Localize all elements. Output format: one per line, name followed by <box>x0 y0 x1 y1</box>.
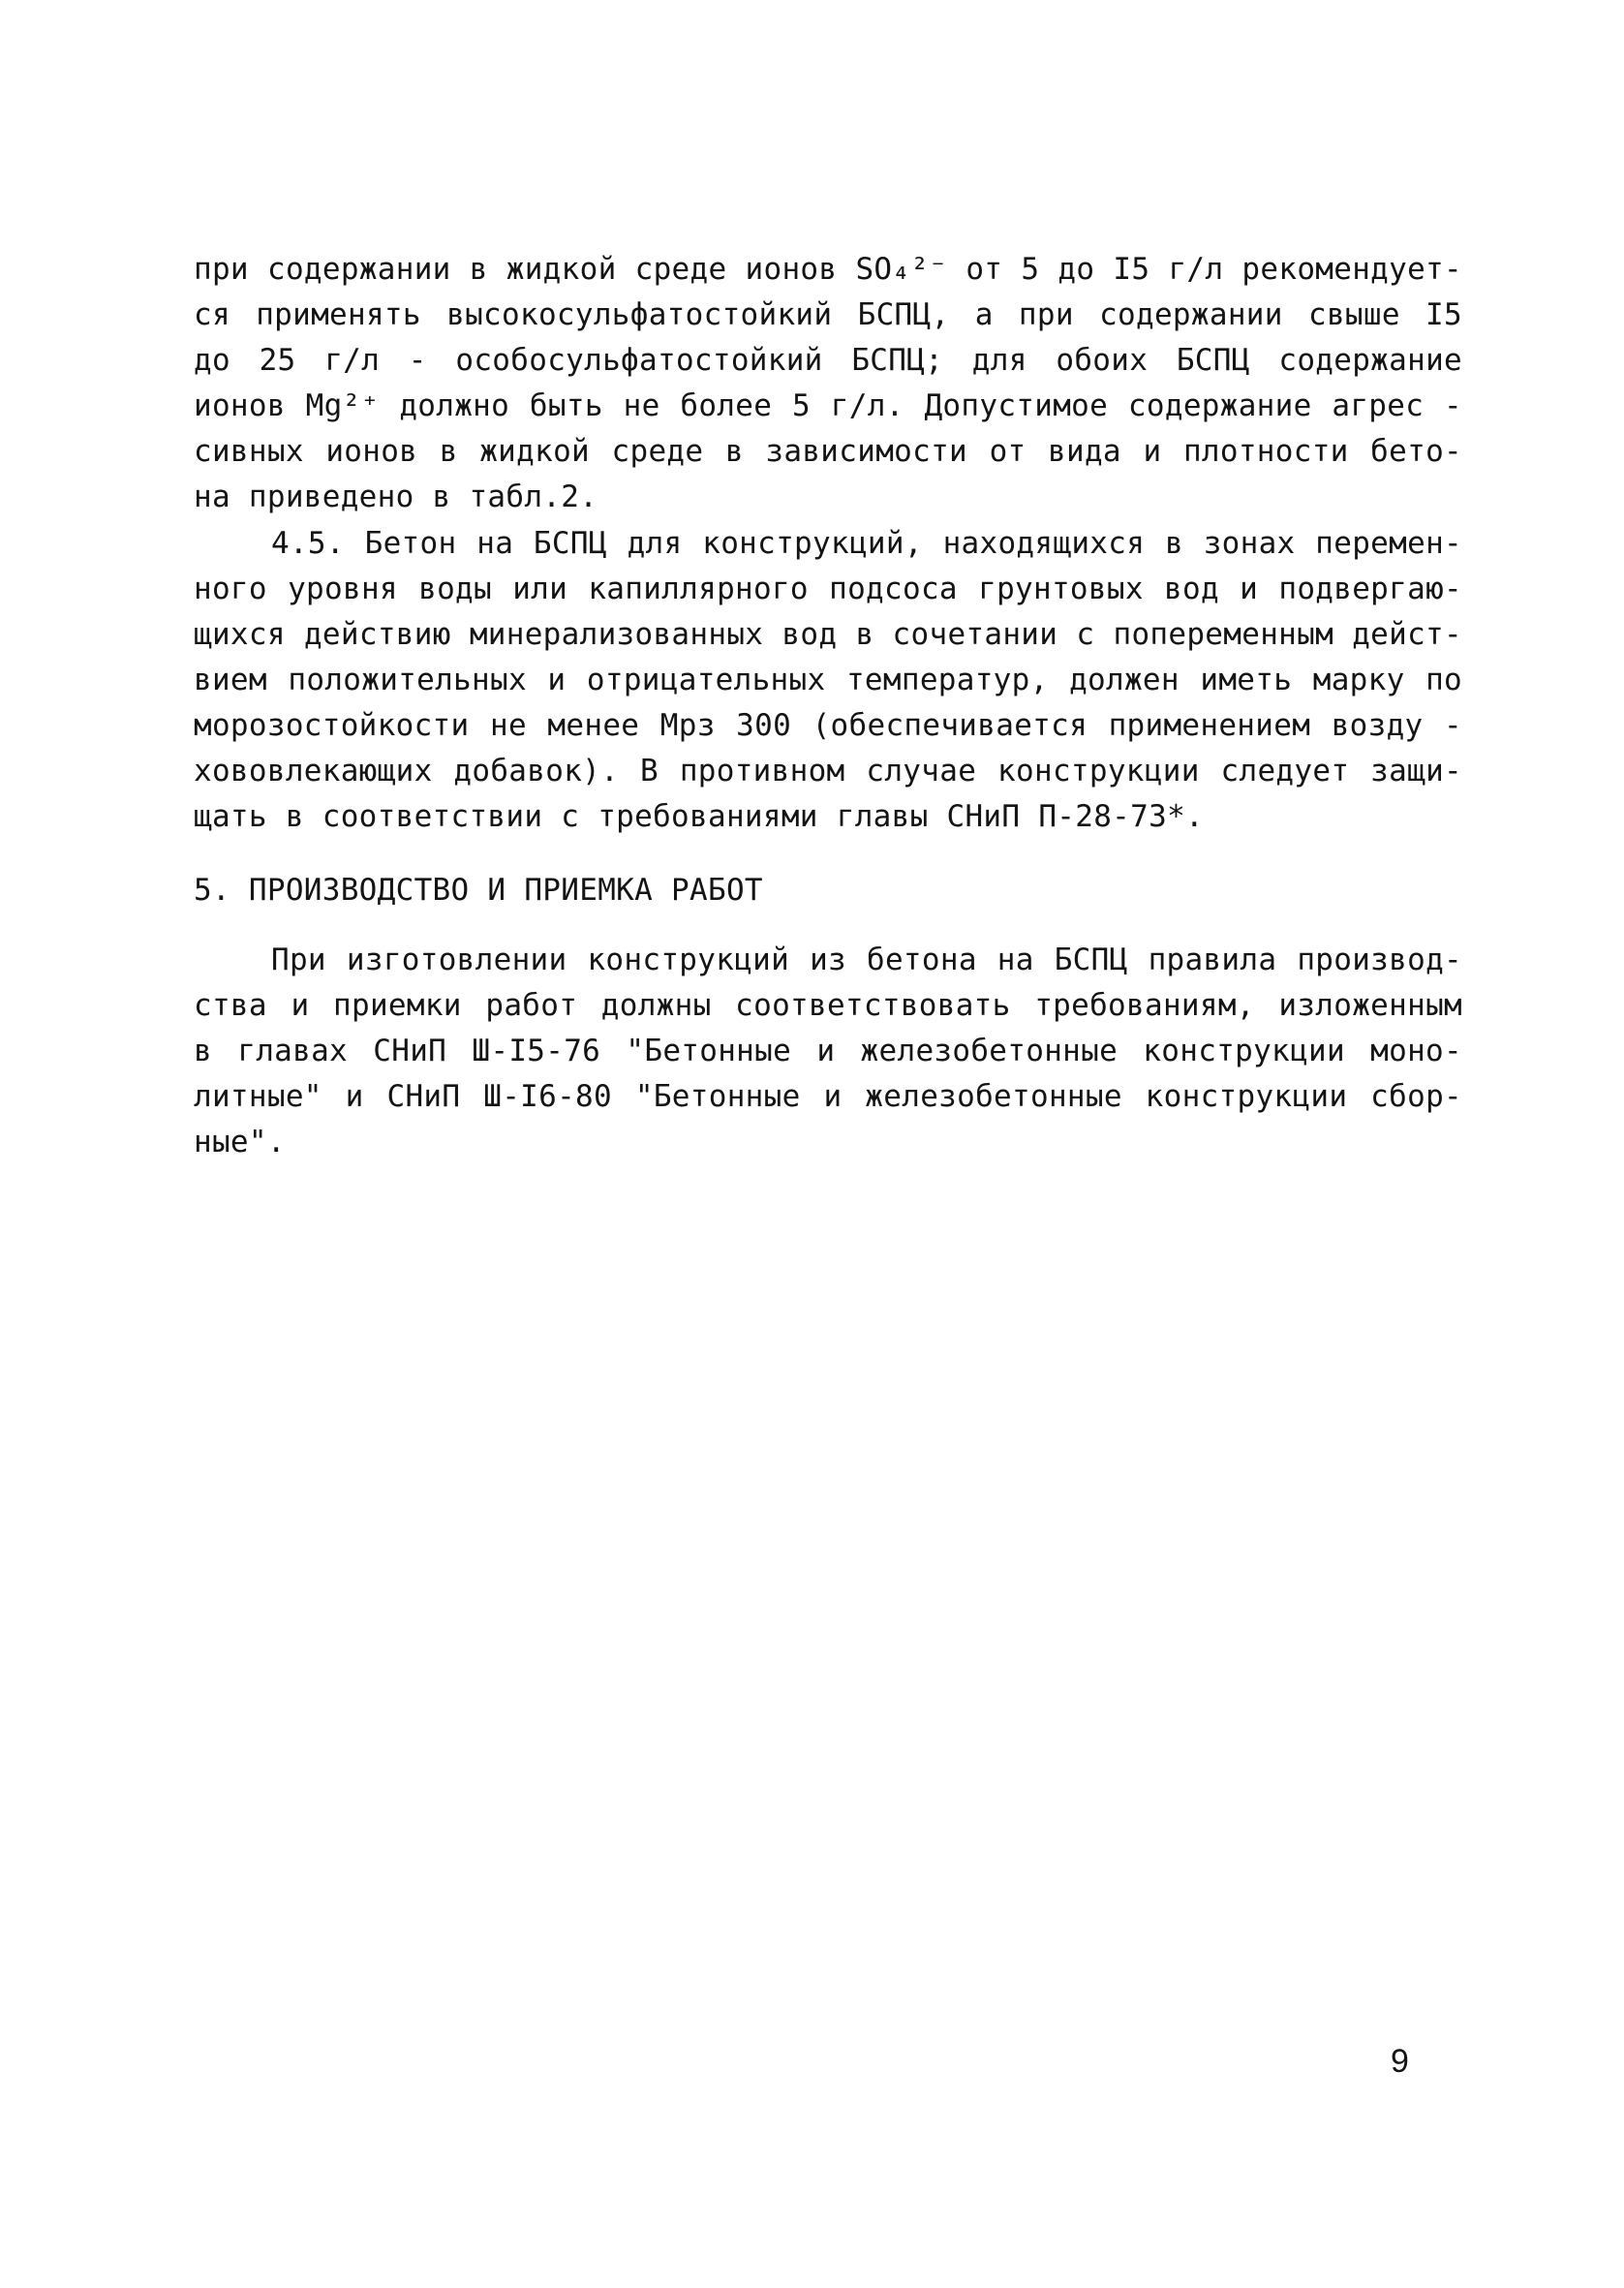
paragraph-line: ства и приемки работ должны соответствовать требованиям, изложенным <box>194 988 1462 1023</box>
paragraph-line: щихся действию минерализованных вод в сочетании с попеременным дейст- <box>194 617 1462 652</box>
paragraph-line: хововлекающих добавок). В противном случае конструкции следует защи- <box>194 754 1462 788</box>
paragraph-line: ного уровня воды или капиллярного подсоса грунтовых вод и подвергаю- <box>194 572 1462 606</box>
paragraph-line: сивных ионов в жидкой среде в зависимости от вида и плотности бето- <box>194 434 1462 469</box>
paragraph-line: ионов Mg²⁺ должно быть не более 5 г/л. Допустимое содержание агрес - <box>194 388 1462 423</box>
paragraph-line: При изготовлении конструкций из бетона на БСПЦ правила производ- <box>271 943 1462 977</box>
paragraph-line: 4.5. Бетон на БСПЦ для конструкций, находящихся в зонах перемен- <box>271 526 1462 561</box>
paragraph-line: ся применять высокосульфатостойкий БСПЦ, а при содержании свыше I5 <box>194 297 1462 332</box>
paragraph-frost-resistance <box>194 521 1462 840</box>
page-number: 9 <box>1391 2043 1409 2080</box>
paragraph-line: до 25 г/л - особосульфатостойкий БСПЦ; для обоих БСПЦ содержание <box>194 343 1462 378</box>
paragraph-line: ные". <box>194 1125 286 1159</box>
paragraph-production-acceptance <box>194 938 1462 1165</box>
paragraph-line: щать в соответствии с требованиями главы СНиП П-28-73*. <box>194 799 1204 834</box>
section-heading: 5. ПРОИЗВОДСТВО И ПРИЕМКА РАБОТ <box>194 873 763 908</box>
paragraph-line: на приведено в табл.2. <box>194 479 598 514</box>
paragraph-line: при содержании в жидкой среде ионов SO₄²⁻ от 5 до I5 г/л рекомендует- <box>194 252 1462 287</box>
paragraph-line: литные" и СНиП Ш-I6-80 "Бетонные и железобетонные конструкции сбор- <box>194 1079 1462 1114</box>
paragraph-sulfate-resistance <box>194 247 1462 520</box>
paragraph-line: в главах СНиП Ш-I5-76 "Бетонные и железобетонные конструкции моно- <box>194 1034 1462 1068</box>
paragraph-line: морозостойкости не менее Мрз 300 (обеспечивается применением возду - <box>194 708 1462 743</box>
paragraph-line: вием положительных и отрицательных температур, должен иметь марку по <box>194 663 1462 697</box>
